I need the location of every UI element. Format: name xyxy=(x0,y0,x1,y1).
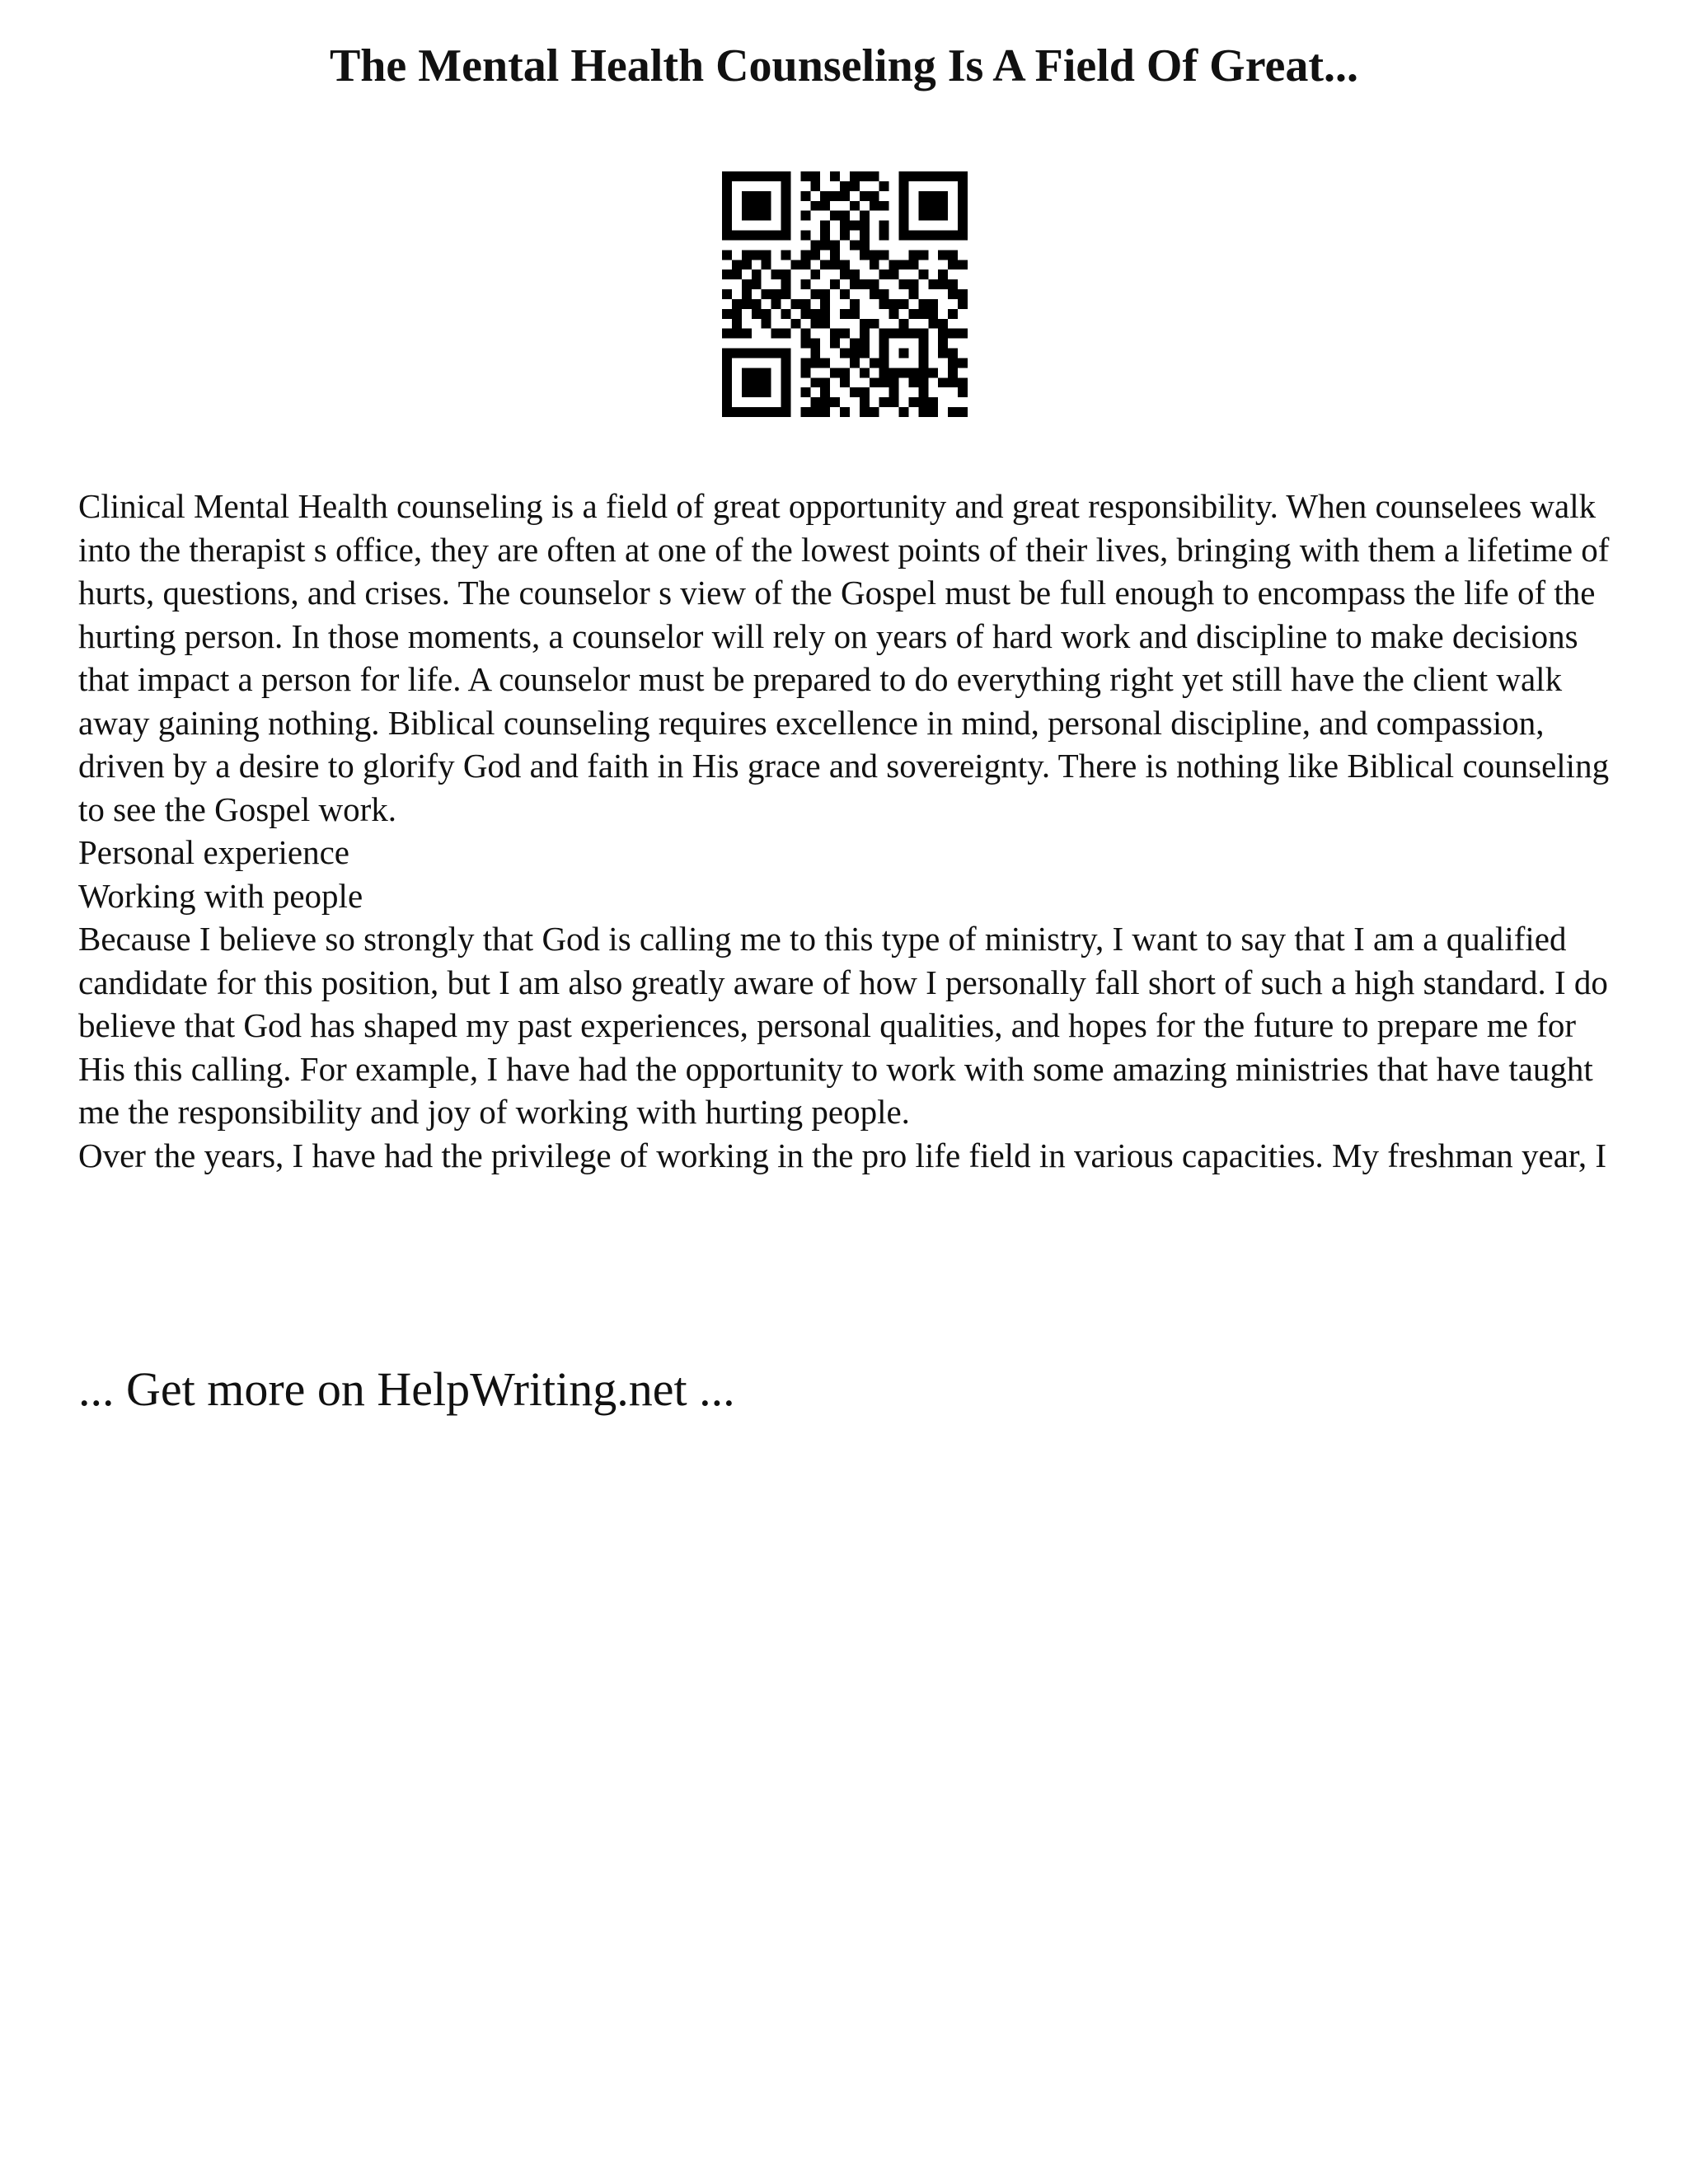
paragraph-pro-life: Over the years, I have had the privilege of working in the pro life field in various capacities. My freshman year, I xyxy=(78,1136,1607,1174)
paragraph-intro: Clinical Mental Health counseling is a field of great opportunity and great responsibility. When counselees walk into the therapist s office, they are often at one of the lowest points of their lives, bringing with them a lifetime of hurts, questions, and crises. The counselor s view of the Gospel must be full enough to encompass the life of the hurting person. In those moments, a counselor will rely on years of hard work and discipline to make decisions that impact a person for life. A counselor must be prepared to do everything right yet still have the client walk away gaining nothing. Biblical counseling requires excellence in mind, personal discipline, and compassion, driven by a desire to glorify God and faith in His grace and sovereignty. There is nothing like Biblical counseling to see the Gospel work. xyxy=(78,487,1610,828)
paragraph-calling: Because I believe so strongly that God is calling me to this type of ministry, I want to say that I am a qualified candidate for this position, but I am also greatly aware of how I personally fall short of such a high standard. I do believe that God has shaped my past experiences, personal qualities, and hopes for the future to prepare me for His this calling. For example, I have had the opportunity to work with some amazing ministries that have taught me the responsibility and joy of working with hurting people. xyxy=(78,920,1608,1131)
document-body xyxy=(78,485,1628,1177)
paragraph-heading-working-with-people: Working with people xyxy=(78,876,363,915)
qr-code-icon xyxy=(722,171,968,417)
page-title: The Mental Health Counseling Is A Field Of Great... xyxy=(329,40,1359,91)
get-more-link[interactable]: ... Get more on HelpWriting.net ... xyxy=(78,1362,735,1416)
paragraph-heading-personal-experience: Personal experience xyxy=(78,833,349,871)
